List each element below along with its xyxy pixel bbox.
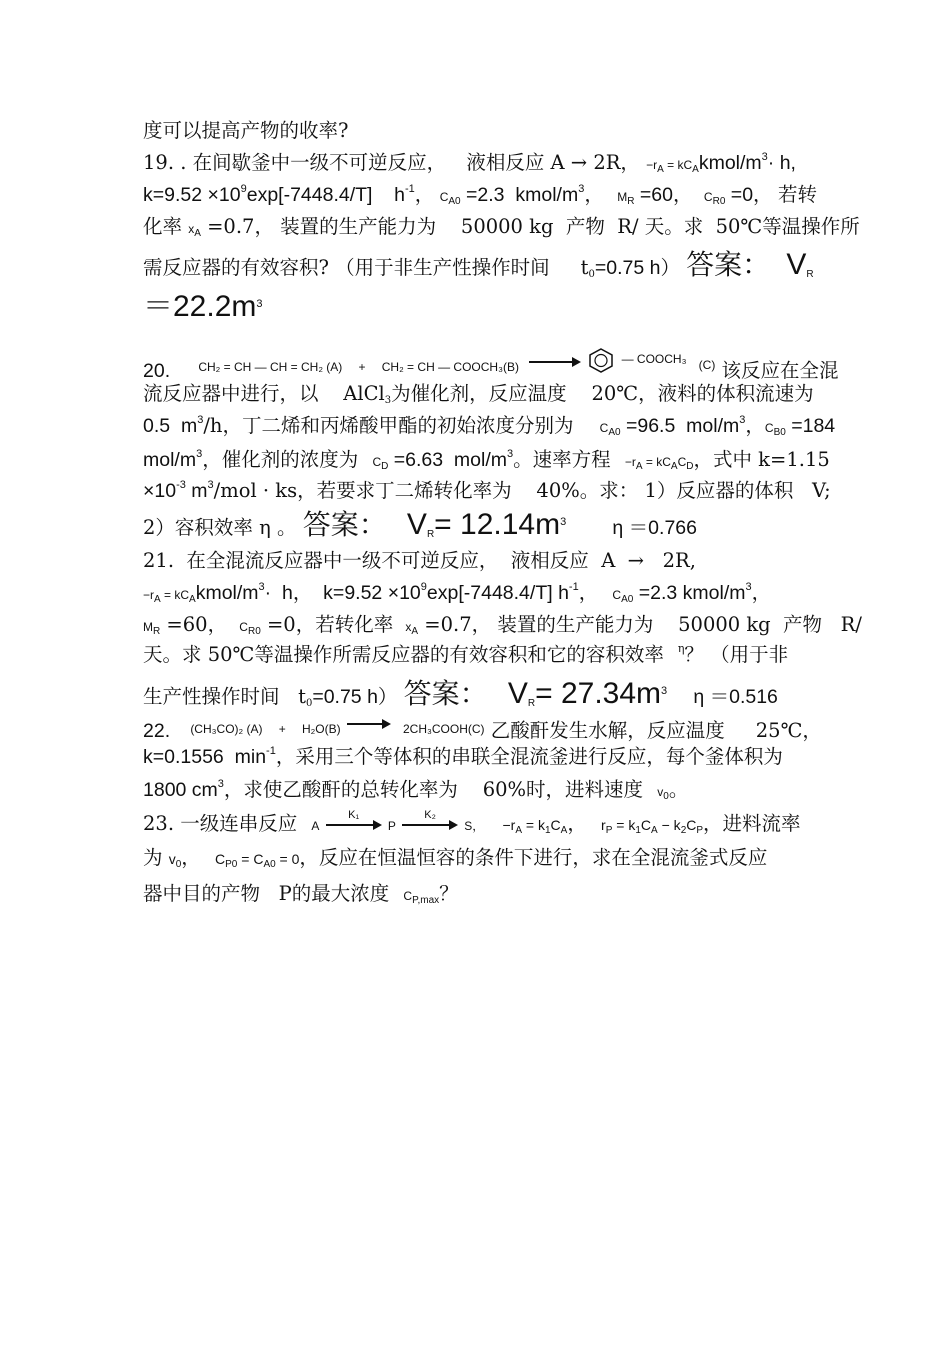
text: 3 bbox=[739, 414, 746, 426]
text: η bbox=[677, 642, 685, 655]
text: ，反应在恒温恒容的条件下进行，求在全混流釜式反应 bbox=[299, 846, 768, 869]
problem-19-line-1 bbox=[143, 150, 796, 178]
text: 0 bbox=[588, 269, 595, 280]
text: · h, bbox=[767, 152, 796, 174]
problem-19-line-2 bbox=[143, 182, 817, 210]
text: /h，丁二烯和丙烯酸甲酯的初始浓度分别为 bbox=[203, 414, 574, 437]
formula: $-r_A = kC_AC_D$ bbox=[624, 455, 694, 472]
formula: — COOCH₃ bbox=[621, 352, 687, 366]
problem-21-line-5 bbox=[143, 677, 778, 710]
answer-label: 答案： bbox=[302, 508, 387, 541]
text: =96.5 mol/m bbox=[620, 415, 740, 437]
text: exp[-7448.4/T] h bbox=[246, 184, 405, 206]
text: 。 bbox=[668, 778, 689, 801]
text: =184 bbox=[785, 415, 836, 437]
text: =0.7， 装置的生产能力为 50000 kg 产物 R/ 天。求 50℃等温操作所 bbox=[200, 215, 860, 238]
reaction-arrow-k2-icon: K₂ bbox=[402, 810, 458, 832]
text: =60， bbox=[160, 613, 228, 636]
text: 乙酸酐发生水解，反应温度 25℃， bbox=[490, 719, 822, 742]
text: ，催化剂的浓度为 bbox=[202, 448, 359, 471]
text: 该反应在全混 bbox=[721, 359, 839, 382]
text: ， bbox=[181, 846, 201, 869]
formula: 2CH₃COOH(C) bbox=[403, 722, 485, 736]
text: ？ bbox=[439, 882, 459, 905]
text: =6.63 mol/m bbox=[388, 449, 508, 471]
text: mol/m bbox=[143, 449, 197, 471]
answer-19 bbox=[143, 290, 263, 323]
formula: + bbox=[278, 722, 286, 736]
answer-value: η ＝0.766 bbox=[612, 517, 697, 539]
formula: $C_{A0}$ bbox=[599, 421, 621, 438]
text: =60， bbox=[634, 184, 693, 206]
problem-19-line-4 bbox=[143, 248, 814, 281]
problem-21-line-1 bbox=[143, 548, 696, 574]
answer-value: ＝22.2m bbox=[143, 290, 257, 323]
text: 3 bbox=[384, 395, 392, 406]
formula: + bbox=[358, 360, 366, 374]
text: ，求使乙酸酐的总转化率为 60%时，进料速度 bbox=[223, 778, 644, 801]
text: 1800 cm bbox=[143, 779, 218, 801]
problem-20-line-4 bbox=[143, 447, 830, 475]
text: 0 bbox=[305, 698, 313, 709]
formula: $-r_A = kC_A$ bbox=[143, 588, 196, 605]
text: 度可以提高产物的收率? bbox=[143, 119, 349, 142]
problem-22-line-1 bbox=[143, 716, 822, 744]
text: ， bbox=[578, 581, 599, 604]
text: 。速率方程 bbox=[513, 448, 611, 471]
problem-21-line-4 bbox=[143, 642, 788, 668]
answer-value: $V_R$ bbox=[786, 248, 814, 281]
problem-23-line-2 bbox=[143, 845, 767, 872]
text: ，采用三个等体积的串联全混流釜进行反应，每个釜体积为 bbox=[275, 745, 783, 768]
text: · h， k=9.52 ×10 bbox=[264, 582, 421, 604]
formula: S， bbox=[464, 819, 485, 833]
text: ， bbox=[584, 184, 604, 206]
text: 3 bbox=[207, 479, 214, 491]
formula: $-r_A = k_1C_A$ bbox=[502, 817, 568, 836]
answer-value: $V_R= 12.14m^3$ bbox=[406, 508, 567, 541]
text: =2.3 kmol/m bbox=[633, 582, 746, 604]
text: 3 bbox=[258, 581, 265, 593]
problem-20-line-5 bbox=[143, 478, 831, 504]
problem-22-line-3 bbox=[143, 777, 688, 805]
text: ，进料流率 bbox=[703, 812, 801, 835]
text: ，式中 k=1.15 bbox=[693, 448, 830, 471]
text: 23. 一级连串反应 bbox=[143, 812, 298, 835]
answer-value: η ＝0.516 bbox=[693, 686, 778, 708]
text: 9 bbox=[420, 581, 427, 593]
text: 为 bbox=[143, 846, 163, 869]
text: kmol/m bbox=[698, 152, 762, 174]
text: ×10 bbox=[143, 480, 177, 502]
formula: $C_{R0}$ bbox=[239, 620, 261, 637]
text: =2.3 kmol/m bbox=[460, 184, 579, 206]
text: ， bbox=[745, 414, 765, 437]
reaction-arrow-icon bbox=[347, 719, 391, 729]
answer-label: 答案： bbox=[686, 248, 771, 281]
text: 液相反应 A → 2R， bbox=[466, 151, 640, 174]
text: kmol/m bbox=[195, 582, 259, 604]
text: k=0.1556 min bbox=[143, 746, 267, 768]
text: -1 bbox=[568, 581, 579, 593]
text: 天。求 50℃等温操作所需反应器的有效容积和它的容积效率 bbox=[143, 643, 664, 666]
formula: $C_{A0}$ bbox=[612, 588, 634, 605]
text: -1 bbox=[404, 183, 415, 195]
text: 9 bbox=[240, 183, 247, 195]
text: =0.75 h） bbox=[312, 686, 398, 708]
formula: A bbox=[311, 819, 320, 833]
problem-20-line-6 bbox=[143, 508, 697, 541]
text: 3 bbox=[745, 581, 752, 593]
reaction-arrow-icon bbox=[529, 357, 581, 367]
formula: $r_P = k_1C_A - k_2C_P$ bbox=[601, 817, 704, 836]
answer-value: $V_R= 27.34m^3$ bbox=[507, 677, 668, 710]
text: 3 bbox=[761, 151, 768, 163]
text: 3 bbox=[196, 448, 203, 460]
formula: (C) bbox=[698, 358, 716, 372]
formula: $C_{P,max}$ bbox=[403, 889, 440, 906]
problem-number: 22. bbox=[143, 720, 171, 742]
text: 3 bbox=[507, 448, 514, 460]
problem-21-line-2 bbox=[143, 580, 771, 608]
formula: CH₂ = CH — COOCH₃(B) bbox=[381, 360, 519, 374]
problem-20-line-1 bbox=[143, 346, 839, 384]
formula: $C_{B0}$ bbox=[764, 421, 786, 438]
problem-23-line-1 bbox=[143, 810, 801, 839]
text: k=9.52 ×10 bbox=[143, 184, 241, 206]
text-line bbox=[143, 118, 348, 144]
formula: $M_R$ bbox=[617, 190, 635, 207]
text: 为催化剂，反应温度 20℃，液料的体积流速为 bbox=[391, 382, 814, 405]
text: =0， 若转 bbox=[725, 184, 817, 206]
formula: $C_{P0} = C_{A0} = 0$ bbox=[215, 851, 300, 870]
text: 需反应器的有效容积? （用于非生产性操作时间 t bbox=[143, 256, 589, 279]
text: 3 bbox=[197, 414, 204, 426]
text: =0.75 h） bbox=[594, 257, 680, 279]
problem-23-line-3 bbox=[143, 881, 459, 909]
text: exp[-7448.4/T] h bbox=[426, 582, 569, 604]
reaction-arrow-k1-icon: K₁ bbox=[326, 810, 382, 832]
text: ， bbox=[751, 581, 772, 604]
problem-20-line-3 bbox=[143, 413, 835, 441]
text: 化率 bbox=[143, 215, 183, 238]
text: ， bbox=[567, 812, 587, 835]
problem-22-line-2 bbox=[143, 744, 783, 770]
text: 2）容积效率 η 。 bbox=[143, 516, 297, 539]
formula: $v_0$ bbox=[657, 785, 669, 802]
formula: $v_0$ bbox=[168, 851, 182, 870]
text: =0，若转化率 bbox=[260, 613, 394, 636]
text: 3 bbox=[217, 778, 224, 790]
formula: $M_R$ bbox=[143, 620, 161, 637]
text: /mol · ks，若要求丁二烯转化率为 40%。求： 1）反应器的体积 V; bbox=[213, 479, 831, 502]
text: 0.5 m bbox=[143, 415, 198, 437]
answer-value: 3 bbox=[256, 298, 263, 310]
text: -1 bbox=[266, 745, 276, 757]
problem-19-line-3 bbox=[143, 214, 860, 242]
answer-label: 答案： bbox=[403, 677, 488, 710]
text: 19. . 在间歇釜中一级不可逆反应， bbox=[143, 151, 447, 174]
text: 器中目的产物 P的最大浓度 bbox=[143, 882, 390, 905]
formula: $C_{R0}$ bbox=[703, 190, 726, 207]
text: -3 bbox=[176, 479, 186, 491]
text: m bbox=[185, 480, 208, 502]
text: 21. 在全混流反应器中一级不可逆反应， 液相反应 A → 2R, bbox=[143, 549, 696, 572]
formula: $C_D$ bbox=[372, 455, 389, 472]
text: ， bbox=[414, 184, 435, 206]
formula: H₂O(B) bbox=[301, 722, 341, 736]
formula: $x_A$ bbox=[188, 222, 201, 239]
problem-21-line-3 bbox=[143, 612, 862, 640]
formula: P bbox=[387, 819, 396, 833]
formula: (CH₃CO)₂ (A) bbox=[190, 722, 263, 736]
formula: $-r_A = kC_A$ bbox=[646, 158, 699, 175]
problem-20-line-2 bbox=[143, 381, 814, 407]
text: 生产性操作时间 t bbox=[143, 685, 306, 708]
text: =0.7， 装置的生产能力为 50000 kg 产物 R/ bbox=[418, 613, 862, 636]
formula: $C_{A0}$ bbox=[439, 190, 461, 207]
text: 3 bbox=[578, 183, 585, 195]
text: ？ （用于非 bbox=[684, 643, 789, 666]
problem-number: 20. bbox=[143, 360, 171, 382]
text: 流反应器中进行，以 AlCl bbox=[143, 382, 385, 405]
formula: CH₂ = CH — CH = CH₂ (A) bbox=[198, 360, 343, 374]
benzene-ring-icon bbox=[587, 347, 615, 373]
formula: $x_A$ bbox=[405, 620, 419, 637]
